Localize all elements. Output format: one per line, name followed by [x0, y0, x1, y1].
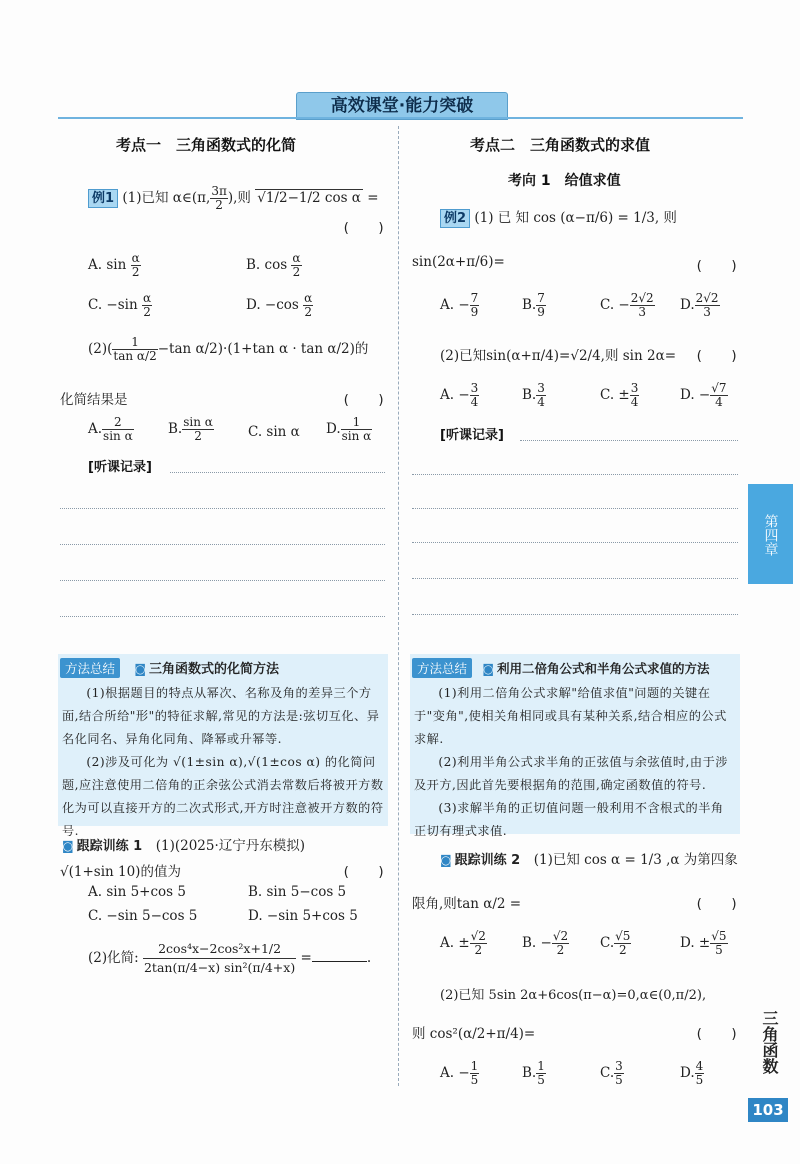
option-d: D. $\frac{2√2}{3}$: [680, 291, 719, 319]
note-line: [412, 474, 738, 475]
train2-q2-line2: 则 cos²(α/2+π/4)=: [412, 1026, 536, 1042]
option-d: D. − $\frac{√7}{4}$: [680, 381, 727, 409]
train2-q2: (2)已知 5sin 2α+6cos(π−α)=0,α∈(0,π/2),: [440, 988, 707, 1003]
topic-label: 三角函数: [760, 1010, 779, 1074]
note-line: [412, 578, 738, 579]
note-line: [170, 472, 385, 473]
method-tag: 方法总结: [60, 658, 120, 678]
note-line: [60, 616, 385, 617]
example-2-q1: 例2 (1) 已 知 cos (α−π/6) = 1/3, 则: [440, 206, 677, 228]
example-2-q2: (2)已知sin(α+π/4)=√2/4,则 sin 2α=: [440, 348, 677, 364]
method-paragraph: (1)根据题目的特点从幂次、名称及角的差异三个方面,结合所给"形"的特征求解,常见的方法是:弦切互化、异名化同名、异角化同角、降幂或升幂等.: [62, 686, 380, 746]
chapter-tab: [748, 484, 793, 584]
answer-paren: ( ): [695, 258, 739, 274]
answer-paren: ( ): [695, 1026, 739, 1042]
right-heading: 考点二 三角函数式的求值: [470, 136, 651, 154]
q1-prefix: (1)已知 α∈: [122, 190, 192, 206]
option-a: A. sin $\frac{\alpha}{2}$: [88, 251, 140, 279]
answer-paren: ( ): [695, 348, 739, 364]
answer-paren: ( ): [695, 896, 739, 912]
subheading: 考向 1 给值求值: [508, 173, 621, 189]
note-line: [520, 440, 738, 441]
option-d: D. $\frac{1}{\text{sin α}}$: [326, 415, 372, 443]
option-d: D. −cos $\frac{\alpha}{2}$: [246, 291, 313, 319]
train2-q1-line2: 限角,则tan α/2 =: [412, 896, 522, 912]
answer-blank: [312, 961, 367, 962]
answer-paren: ( ): [342, 392, 386, 408]
method-tag: 方法总结: [412, 658, 472, 678]
method-paragraph: (3)求解半角的正切值问题一般利用不含根式的半角正切有理式求值.: [414, 801, 724, 838]
option-c: C. −sin 5−cos 5: [88, 908, 198, 924]
option-b: B. sin 5−cos 5: [248, 884, 347, 900]
option-c: C. −sin $\frac{\alpha}{2}$: [88, 291, 152, 319]
method-title: ◙ 利用二倍角公式和半角公式求值的方法: [482, 661, 709, 676]
method-summary-right: [410, 654, 740, 838]
option-b: B. $\frac{7}{9}$: [522, 291, 545, 319]
option-d: D. $\frac{4}{5}$: [680, 1059, 704, 1087]
method-paragraph: (2)利用半角公式求半角的正弦值与余弦值时,由于涉及开方,因此首先要根据角的范围,确定函数值的符号.: [414, 755, 728, 792]
train1-q1: √(1+sin 10)的值为: [60, 864, 181, 880]
example-1-q2: (2)( $\frac{1}{\text{tan α/2}}$ −tan α/2)·(1+tan α · tan α/2)的: [88, 335, 369, 363]
method-title: ◙ 三角函数式的化简方法: [134, 662, 279, 677]
note-line: [412, 542, 738, 543]
page-number: 103: [748, 1098, 788, 1122]
answer-paren: ( ): [342, 220, 386, 236]
tracking-training-2: ◙ 跟踪训练 2 (1)已知 cos α = 1/3 ,α 为第四象: [440, 848, 738, 868]
note-line: [60, 580, 385, 581]
option-b: B. cos $\frac{\alpha}{2}$: [246, 251, 301, 279]
example-tag: 例2: [440, 209, 470, 228]
left-heading: 考点一 三角函数式的化简: [116, 136, 297, 154]
method-paragraph: (1)利用二倍角公式求解"给值求值"问题的关键在于"变角",使相关角相同或具有某种关系,结合相应的公式求解.: [414, 686, 727, 746]
note-line: [60, 508, 385, 509]
tracking-training-1: ◙ 跟踪训练 1 (1)(2025·辽宁丹东模拟): [62, 834, 305, 854]
method-summary-left: [58, 654, 388, 838]
example-1-q1: 例1 (1)已知 α∈(π, $\frac{3\pi}{2}$ ),则 √1/2−1/2 cos α =: [88, 185, 379, 212]
banner-rule: [58, 117, 743, 119]
notes-label: [听课记录]: [440, 428, 504, 443]
option-b: B. $\frac{\text{sin α}}{2}$: [168, 415, 213, 443]
sqrt-expression: √1/2−1/2 cos α: [257, 190, 361, 206]
option-a: A. ± $\frac{√2}{2}$: [440, 929, 486, 957]
answer-paren: ( ): [342, 864, 386, 880]
method-paragraph: (2)涉及可化为 √(1±sin α),√(1±cos α) 的化简问题,应注意使用二倍角的正余弦公式消去常数后将被开方数化为可以直接开方的二次式形式,开方时注意被开方数的符号.: [62, 755, 384, 838]
option-c: C. $\frac{√5}{2}$: [600, 929, 631, 957]
example-2-q1-line2: sin(2α+π/6)=: [412, 254, 505, 270]
option-d: D. −sin 5+cos 5: [248, 908, 358, 924]
note-line: [60, 544, 385, 545]
option-a: A. − $\frac{7}{9}$: [440, 291, 479, 319]
option-a: A. − $\frac{1}{5}$: [440, 1059, 479, 1087]
example-tag: 例1: [88, 189, 118, 208]
note-line: [412, 508, 738, 509]
q2-line2: 化简结果是: [60, 392, 128, 408]
note-line: [412, 614, 738, 615]
chapter-label: 第四章: [762, 514, 779, 556]
option-a: A. sin 5+cos 5: [88, 884, 186, 900]
option-c: C. sin α: [248, 424, 300, 440]
option-b: B. $\frac{1}{5}$: [522, 1059, 545, 1087]
train1-q2: (2)化简: $\frac{\text{2cos⁴x−2cos²x+1/2}}{\text{2tan(π/4−x) sin²(π/4+x)}}$ = .: [88, 941, 372, 975]
option-b: B. $\frac{3}{4}$: [522, 381, 545, 409]
notes-label: [听课记录]: [88, 460, 152, 475]
option-b: B. − $\frac{√2}{2}$: [522, 929, 569, 957]
option-a: A. $\frac{2}{\text{sin α}}$: [88, 415, 133, 443]
option-c: C. − $\frac{2√2}{3}$: [600, 291, 654, 319]
option-c: C. $\frac{3}{5}$: [600, 1059, 623, 1087]
option-a: A. − $\frac{3}{4}$: [440, 381, 479, 409]
column-divider: [398, 126, 399, 1086]
section-banner: 高效课堂·能力突破: [296, 92, 508, 120]
option-c: C. ± $\frac{3}{4}$: [600, 381, 639, 409]
option-d: D. ± $\frac{√5}{5}$: [680, 929, 727, 957]
